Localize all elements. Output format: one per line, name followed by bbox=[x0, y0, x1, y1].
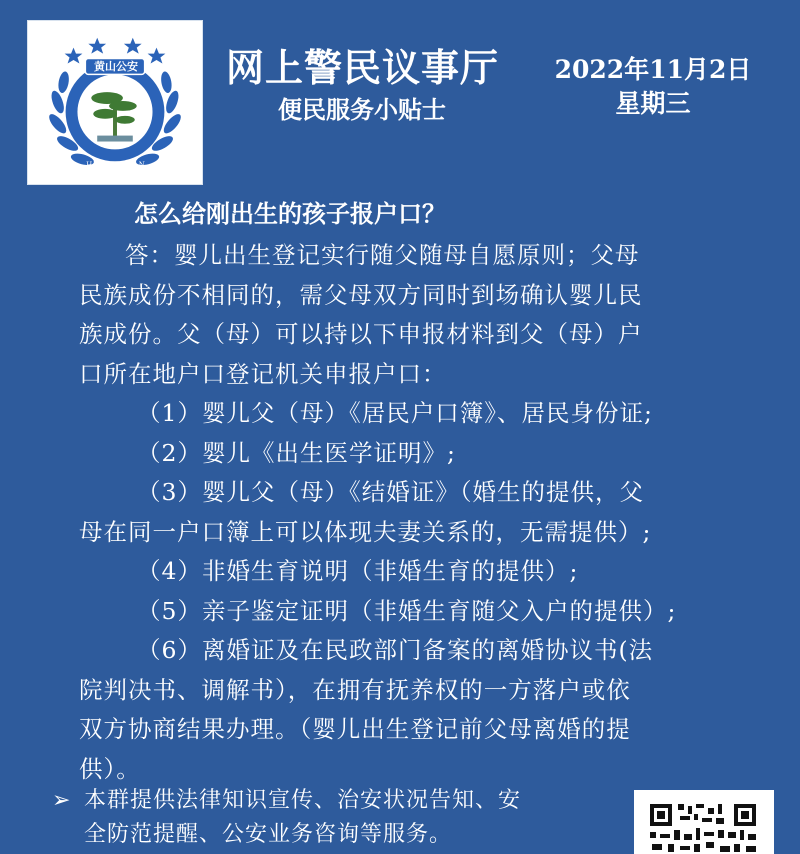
answer-item: （5）亲子鉴定证明（非婚生育随父入户的提供）; bbox=[137, 596, 677, 625]
answer-item: （1）婴儿父（母）《居民户口簿》、居民身份证; bbox=[137, 399, 653, 427]
answer-body bbox=[79, 236, 729, 789]
police-logo bbox=[27, 20, 203, 185]
weekday-label: 星期三 bbox=[615, 89, 691, 118]
footer-line-1: 本群提供法律知识宣传、治安状况告知、安 bbox=[84, 788, 522, 813]
answer-line: 答：婴儿出生登记实行随父随母自愿原则；父母 bbox=[125, 241, 640, 269]
page-subtitle: 便民服务小贴士 bbox=[278, 95, 446, 124]
footer-notice bbox=[52, 784, 612, 852]
question-heading: 怎么给刚出生的孩子报户口？ bbox=[134, 199, 446, 228]
answer-item: （4）非婚生育说明（非婚生育的提供）; bbox=[137, 557, 579, 585]
qr-code-icon bbox=[634, 790, 774, 854]
police-badge-icon bbox=[28, 21, 202, 184]
answer-item: （2）婴儿《出生医学证明》; bbox=[137, 438, 456, 467]
answer-line: 口所在地户口登记机关申报户口： bbox=[79, 359, 447, 388]
answer-item: 母在同一户口簿上可以体现夫妻关系的，无需提供）; bbox=[79, 517, 652, 546]
answer-item: 院判决书、调解书），在拥有抚养权的一方落户或依 bbox=[79, 675, 631, 704]
footer-line-2: 全防范提醒、公安业务咨询等服务。 bbox=[84, 822, 453, 847]
page-title: 网上警民议事厅 bbox=[226, 45, 500, 90]
answer-item: 双方协商结果办理。（婴儿出生登记前父母离婚的提 bbox=[79, 715, 631, 743]
answer-item: （3）婴儿父（母）《结婚证》（婚生的提供，父 bbox=[137, 478, 644, 506]
qr-code bbox=[634, 790, 774, 854]
answer-item: （6）离婚证及在民政部门备案的离婚协议书(法 bbox=[137, 636, 654, 664]
arrow-icon: ➢ bbox=[52, 788, 72, 813]
answer-line: 族成份。父（母）可以持以下申报材料到父（母）户 bbox=[79, 320, 643, 348]
logo-top-text: 黄山公安 bbox=[94, 60, 138, 73]
answer-line: 民族成份不相同的，需父母双方同时到场确认婴儿民 bbox=[79, 280, 643, 309]
answer-item: 供）。 bbox=[79, 754, 141, 783]
logo-ring-text: HUANGSHAN POLICE bbox=[86, 161, 146, 177]
date-label: 2022年11月2日 bbox=[554, 55, 752, 84]
